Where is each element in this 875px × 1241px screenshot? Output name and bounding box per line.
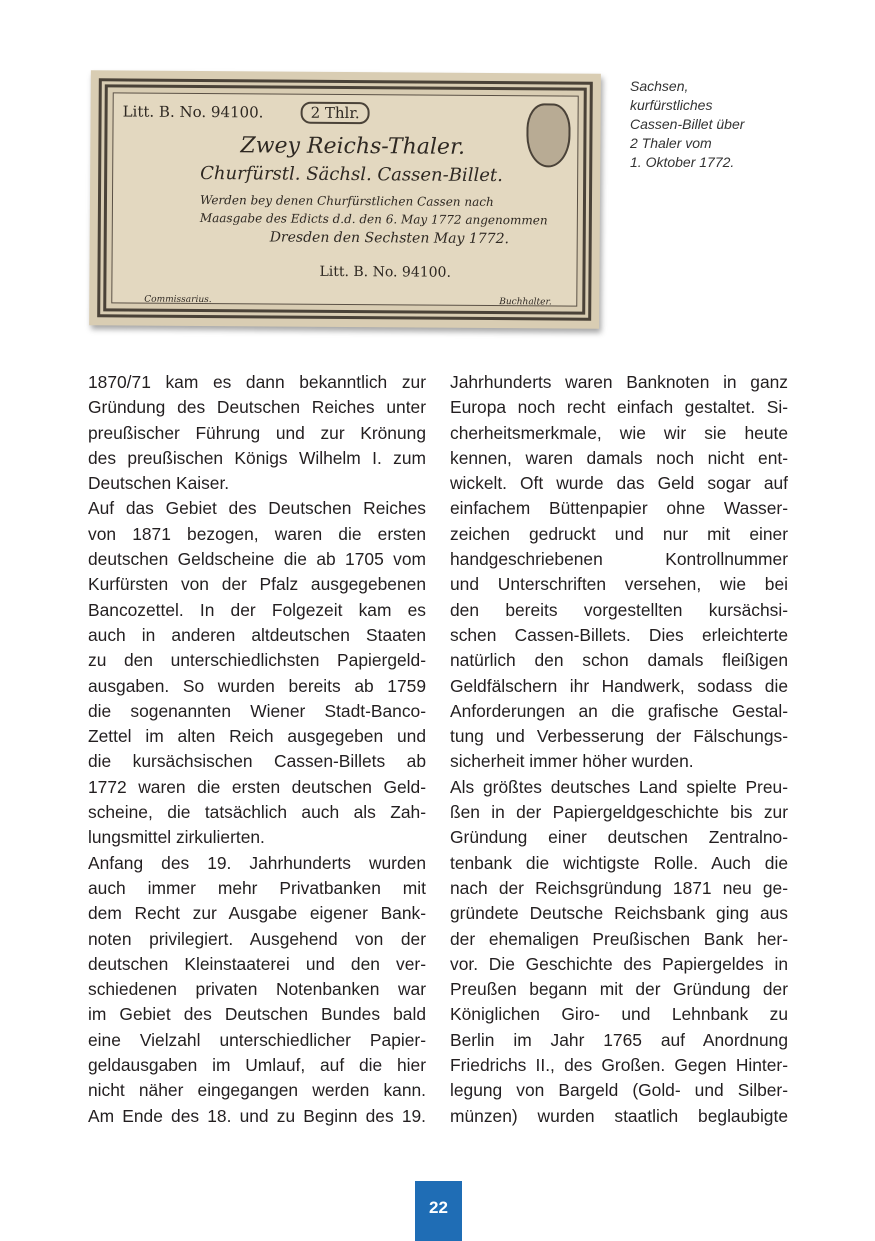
text-line: auch in anderen altdeutschen Staaten bbox=[88, 624, 426, 645]
text-line: nach der Reichsgründung 1871 neu ge- bbox=[450, 877, 788, 898]
text-line: Jahrhunderts waren Banknoten in ganz bbox=[450, 372, 788, 392]
text-line: handgeschriebenen Kontrollnummer bbox=[450, 549, 788, 570]
text-line: deutschen Geldscheine die ab 1705 vom bbox=[88, 549, 426, 570]
banknote-sign-left: Commissarius. bbox=[144, 294, 212, 306]
text-line: Anforderungen an die grafische Gestal- bbox=[450, 700, 788, 721]
text-line: Berlin im Jahr 1765 auf Anordnung bbox=[450, 1029, 788, 1050]
text-line: legung von Bargeld (Gold- und Silber- bbox=[450, 1080, 788, 1101]
text-line: Gründung des Deutschen Reiches unter bbox=[88, 397, 426, 418]
text-line: auch immer mehr Privatbanken mit bbox=[88, 877, 426, 898]
text-line: dem Recht zur Ausgabe eigener Bank- bbox=[88, 903, 426, 924]
text-line: Als größtes deutsches Land spielte Preu- bbox=[450, 776, 788, 797]
text-line: natürlich den schon damals fleißigen bbox=[450, 650, 788, 671]
text-line: von 1871 bezogen, waren die ersten bbox=[88, 523, 426, 544]
text-line: ausgaben. So wurden bereits ab 1759 bbox=[88, 675, 426, 696]
text-line: Preußen begann mit der Gründung der bbox=[450, 979, 788, 1000]
text-line: preußischer Führung und zur Krönung bbox=[88, 422, 426, 443]
text-line: Gründung einer deutschen Zentralno- bbox=[450, 827, 788, 848]
page-number: 22 bbox=[415, 1181, 462, 1241]
text-line: tung und Verbesserung der Fälschungs- bbox=[450, 726, 788, 747]
image-caption bbox=[630, 77, 744, 172]
text-line: zeichen gedruckt und nur mit einer bbox=[450, 523, 788, 544]
text-line: des preußischen Königs Wilhelm I. zum bbox=[88, 447, 426, 468]
left-text-column bbox=[88, 370, 426, 1129]
text-line: vor. Die Geschichte des Papiergeldes in bbox=[450, 953, 788, 974]
text-line: Anfang des 19. Jahrhunderts wurden bbox=[88, 852, 426, 873]
text-line: nicht näher eingegangen werden kann. bbox=[88, 1080, 426, 1101]
banknote-serial-top: Litt. B. No. 94100. bbox=[122, 102, 264, 122]
text-line: geldausgaben im Umlauf, auf die hier bbox=[88, 1055, 426, 1076]
text-line: im Gebiet des Deutschen Bundes bald bbox=[88, 1004, 426, 1025]
text-line: Europa noch recht einfach gestaltet. Si- bbox=[450, 397, 788, 418]
text-line: sicherheit immer höher wurden. bbox=[450, 751, 694, 772]
text-line: Geldfälschern ihr Handwerk, sodass die bbox=[450, 675, 788, 696]
text-line: zu den unterschiedlichsten Papiergeld- bbox=[88, 650, 426, 671]
text-line: cherheitsmerkmale, wie wir sie heute bbox=[450, 422, 788, 443]
text-line: die kursächsischen Cassen-Billets ab bbox=[88, 751, 426, 772]
banknote-title: Zwey Reichs-Thaler. bbox=[240, 133, 466, 160]
banknote-denomination: 2 Thlr. bbox=[301, 102, 370, 124]
text-line: Deutschen Kaiser. bbox=[88, 473, 230, 494]
caption-line: kurfürstliches bbox=[630, 97, 713, 113]
text-line: Am Ende des 18. und zu Beginn des 19. bbox=[88, 1105, 426, 1126]
text-line: der ehemaligen Preußischen Bank her- bbox=[450, 928, 788, 949]
text-line: lungsmittel zirkulierten. bbox=[88, 827, 265, 848]
text-line: schiedenen privaten Notenbanken war bbox=[88, 979, 426, 1000]
banknote-sign-right: Buchhalter. bbox=[499, 297, 552, 308]
text-line: gründete Deutsche Reichsbank ging aus bbox=[450, 903, 788, 924]
text-line: Friedrichs II., des Großen. Gegen Hinter- bbox=[450, 1055, 788, 1076]
banknote-subtitle: Churfürstl. Sächsl. Cassen-Billet. bbox=[200, 162, 503, 187]
text-line: Kurfürsten von der Pfalz ausgegebenen bbox=[88, 574, 426, 595]
text-line: wickelt. Oft wurde das Geld sogar auf bbox=[450, 473, 788, 494]
banknote-text-3: Dresden den Sechsten May 1772. bbox=[269, 229, 510, 248]
text-line: Zettel im alten Reich ausgegeben und bbox=[88, 726, 426, 747]
coat-of-arms-icon bbox=[526, 103, 570, 167]
caption-line: 2 Thaler vom bbox=[630, 135, 712, 151]
text-line: münzen) wurden staatlich beglaubigte bbox=[450, 1105, 788, 1126]
text-line: scheine, die tatsächlich auch als Zah- bbox=[88, 802, 426, 823]
text-line: noten privilegiert. Ausgehend von der bbox=[88, 928, 426, 949]
text-line: schen Cassen-Billets. Dies erleichterte bbox=[450, 624, 788, 645]
banknote-text-2: Maasgabe des Edicts d.d. den 6. May 1772 angenommen bbox=[199, 210, 548, 228]
text-line: tenbank die wichtigste Rolle. Auch die bbox=[450, 852, 788, 873]
text-line: deutschen Kleinstaaterei und den ver- bbox=[88, 953, 426, 974]
text-line: kennen, waren damals noch nicht ent- bbox=[450, 447, 788, 468]
caption-line: Sachsen, bbox=[630, 78, 689, 94]
text-line: eine Vielzahl unterschiedlicher Papier- bbox=[88, 1029, 426, 1050]
right-text-column bbox=[450, 370, 788, 1129]
banknote-text-1: Werden bey denen Churfürstlichen Cassen nach bbox=[199, 192, 494, 210]
text-line: Bancozettel. In der Folgezeit kam es bbox=[88, 599, 426, 620]
banknote-image bbox=[89, 70, 601, 329]
text-line: 1772 waren die ersten deutschen Geld- bbox=[88, 776, 426, 797]
text-line: den bereits vorgestellten kursächsi- bbox=[450, 599, 788, 620]
banknote-serial-bottom: Litt. B. No. 94100. bbox=[319, 263, 451, 281]
caption-line: Cassen-Billet über bbox=[630, 116, 745, 132]
caption-line: 1. Oktober 1772. bbox=[630, 154, 735, 170]
text-line: 1870/71 kam es dann bekanntlich zur bbox=[88, 372, 426, 392]
text-line: Königlichen Giro- und Lehnbank zu bbox=[450, 1004, 788, 1025]
text-line: ßen in der Papiergeldgeschichte bis zur bbox=[450, 802, 788, 823]
text-line: und Unterschriften versehen, wie bei bbox=[450, 574, 788, 595]
text-line: einfachem Büttenpapier ohne Wasser- bbox=[450, 498, 788, 519]
text-line: Auf das Gebiet des Deutschen Reiches bbox=[88, 498, 426, 519]
text-line: die sogenannten Wiener Stadt-Banco- bbox=[88, 700, 426, 721]
